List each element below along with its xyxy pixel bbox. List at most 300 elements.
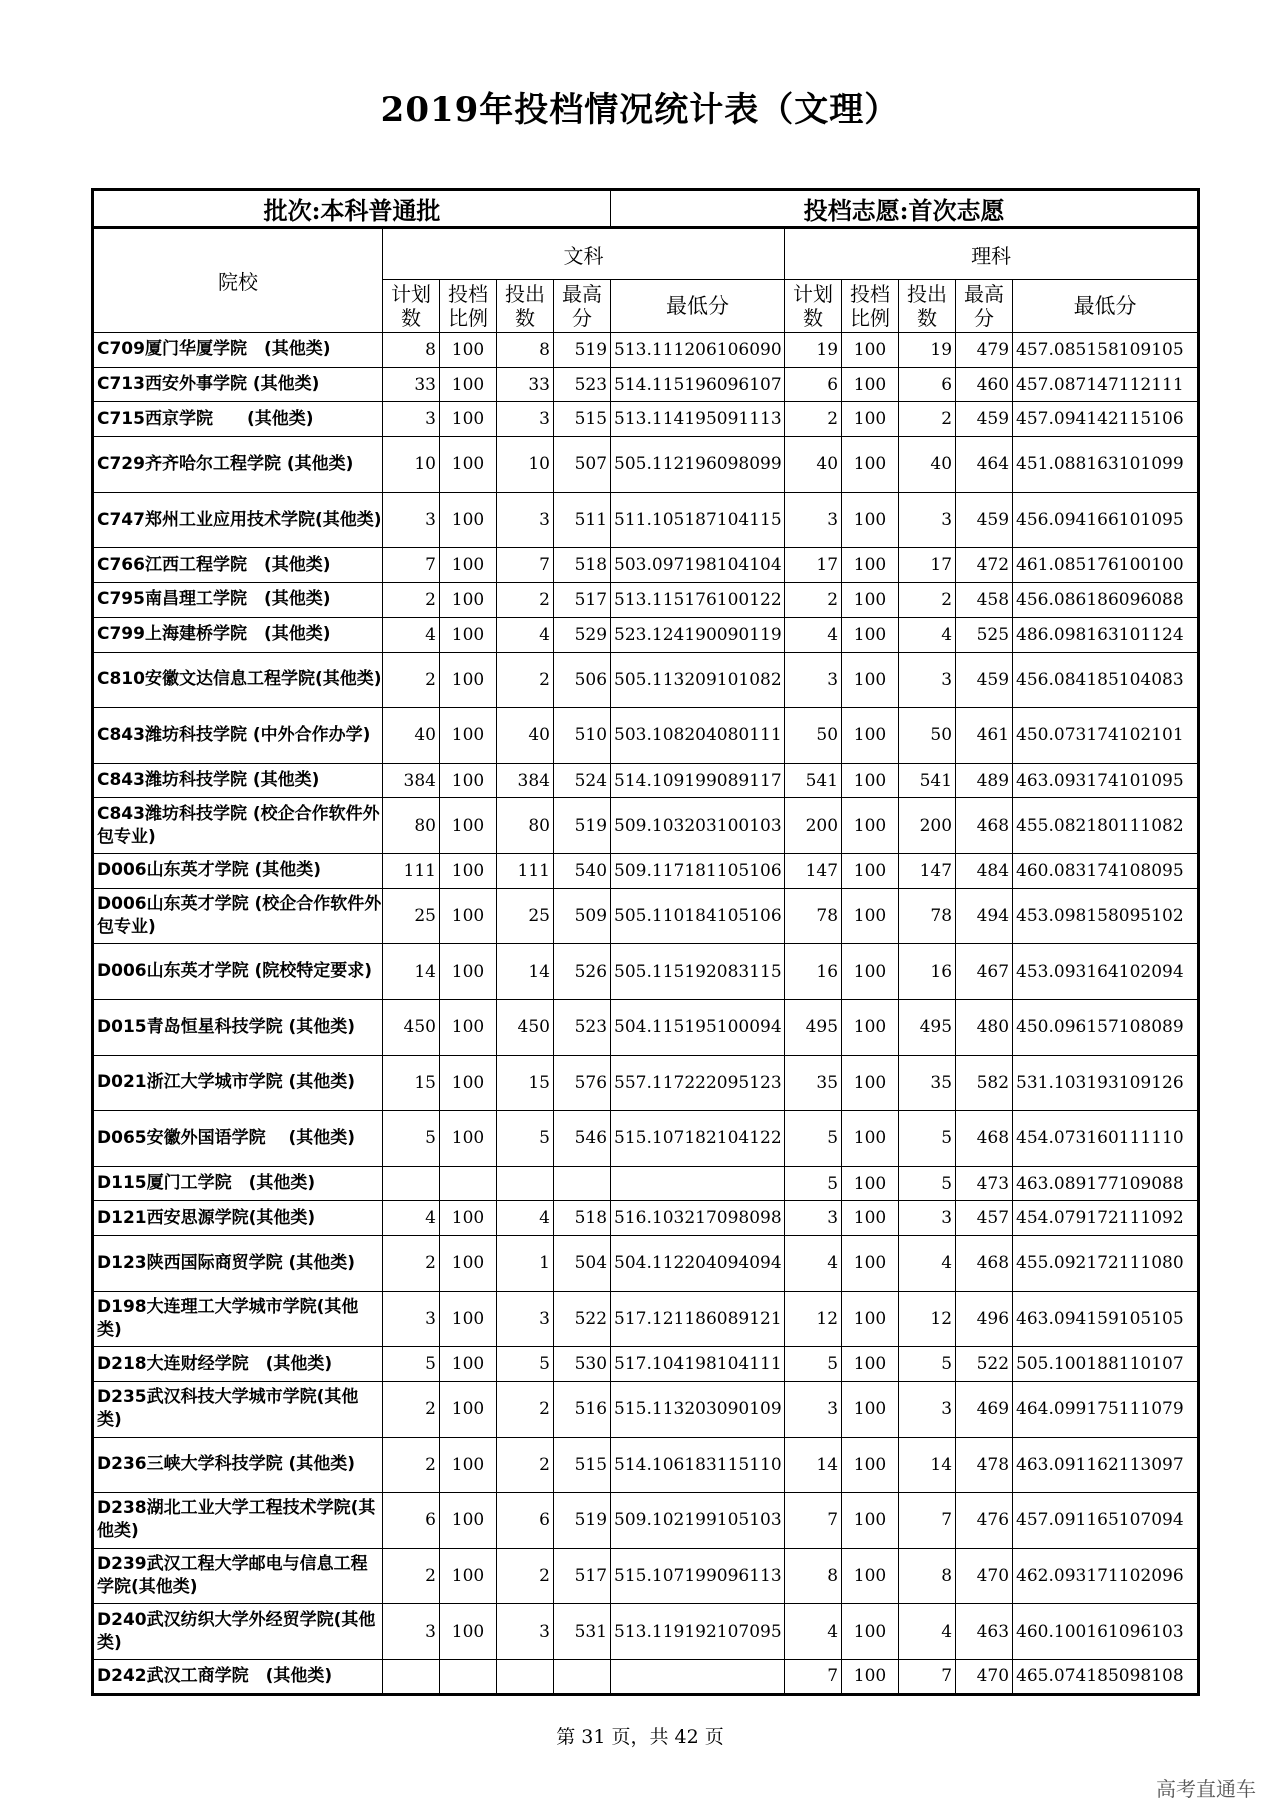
liberal-max-cell: 518: [554, 1201, 611, 1236]
science-ratio-cell: 100: [842, 763, 899, 798]
science-out-cell: 147: [899, 854, 956, 889]
science-plan-cell: 78: [785, 888, 842, 944]
out-header: 投出 数: [899, 280, 956, 333]
liberal-ratio-cell: 100: [440, 888, 497, 944]
plan-header: 计划 数: [383, 280, 440, 333]
science-min-score-cell: 457.085158109105: [1013, 333, 1199, 368]
liberal-out-cell: 2: [497, 652, 554, 708]
science-plan-cell: 16: [785, 944, 842, 1000]
school-name-cell: C709厦门华厦学院 (其他类): [93, 333, 383, 368]
school-name-cell: D238湖北工业大学工程技术学院(其他类): [93, 1493, 383, 1549]
science-min-score-cell: 464.099175111079: [1013, 1382, 1199, 1438]
table-row: [93, 617, 1199, 652]
science-max-cell: 459: [956, 492, 1013, 548]
science-plan-cell: 17: [785, 548, 842, 583]
table-row: [93, 492, 1199, 548]
table-row: [93, 798, 1199, 854]
liberal-out-cell: 111: [497, 854, 554, 889]
table-row: [93, 888, 1199, 944]
liberal-max-cell: 523: [554, 367, 611, 402]
school-name-cell: D198大连理工大学城市学院(其他类): [93, 1291, 383, 1347]
liberal-min-score-cell: 503.097198104104: [611, 548, 785, 583]
science-plan-cell: 40: [785, 437, 842, 493]
science-ratio-cell: 100: [842, 1548, 899, 1604]
science-plan-cell: 2: [785, 583, 842, 618]
liberal-out-cell: 25: [497, 888, 554, 944]
liberal-out-cell: 3: [497, 1604, 554, 1660]
liberal-plan-cell: 40: [383, 708, 440, 764]
school-name-cell: D121西安思源学院(其他类): [93, 1201, 383, 1236]
table-row: [93, 1347, 1199, 1382]
liberal-plan-cell: 3: [383, 1604, 440, 1660]
liberal-out-cell: 1: [497, 1236, 554, 1292]
liberal-min-score-cell: 516.103217098098: [611, 1201, 785, 1236]
table-row: [93, 854, 1199, 889]
science-out-cell: 5: [899, 1347, 956, 1382]
science-ratio-cell: 100: [842, 1201, 899, 1236]
liberal-plan-cell: 80: [383, 798, 440, 854]
school-name-cell: D123陕西国际商贸学院 (其他类): [93, 1236, 383, 1292]
liberal-arts-header: 文科: [383, 228, 785, 280]
table-row: [93, 652, 1199, 708]
school-name-cell: D021浙江大学城市学院 (其他类): [93, 1055, 383, 1111]
science-ratio-cell: 100: [842, 1659, 899, 1694]
science-plan-cell: 3: [785, 652, 842, 708]
liberal-max-cell: 517: [554, 583, 611, 618]
science-out-cell: 50: [899, 708, 956, 764]
table-row: [93, 1437, 1199, 1493]
liberal-min-score-cell: 505.110184105106: [611, 888, 785, 944]
out-header: 投出 数: [497, 280, 554, 333]
max-header: 最高 分: [956, 280, 1013, 333]
science-max-cell: 467: [956, 944, 1013, 1000]
school-header: 院校: [93, 228, 383, 333]
liberal-min-score-cell: 509.117181105106: [611, 854, 785, 889]
science-plan-cell: 5: [785, 1166, 842, 1201]
liberal-plan-cell: 7: [383, 548, 440, 583]
liberal-max-cell: 530: [554, 1347, 611, 1382]
science-min-score-cell: 453.098158095102: [1013, 888, 1199, 944]
liberal-ratio-cell: 100: [440, 492, 497, 548]
liberal-ratio-cell: 100: [440, 1055, 497, 1111]
school-name-cell: D235武汉科技大学城市学院(其他类): [93, 1382, 383, 1438]
science-out-cell: 7: [899, 1659, 956, 1694]
liberal-ratio-cell: 100: [440, 1236, 497, 1292]
science-max-cell: 582: [956, 1055, 1013, 1111]
table-row: [93, 1291, 1199, 1347]
science-ratio-cell: 100: [842, 652, 899, 708]
science-min-score-cell: 455.092172111080: [1013, 1236, 1199, 1292]
school-name-cell: C713西安外事学院 (其他类): [93, 367, 383, 402]
science-out-cell: 16: [899, 944, 956, 1000]
liberal-max-cell: 511: [554, 492, 611, 548]
science-ratio-cell: 100: [842, 1382, 899, 1438]
liberal-max-cell: [554, 1659, 611, 1694]
liberal-plan-cell: [383, 1166, 440, 1201]
science-ratio-cell: 100: [842, 333, 899, 368]
liberal-plan-cell: 2: [383, 583, 440, 618]
science-plan-cell: 147: [785, 854, 842, 889]
science-max-cell: 472: [956, 548, 1013, 583]
school-name-cell: D239武汉工程大学邮电与信息工程学院(其他类): [93, 1548, 383, 1604]
science-min-score-cell: 450.096157108089: [1013, 999, 1199, 1055]
liberal-plan-cell: 14: [383, 944, 440, 1000]
liberal-plan-cell: 384: [383, 763, 440, 798]
science-max-cell: 496: [956, 1291, 1013, 1347]
liberal-plan-cell: 33: [383, 367, 440, 402]
science-max-cell: 473: [956, 1166, 1013, 1201]
liberal-ratio-cell: 100: [440, 944, 497, 1000]
liberal-min-score-cell: 511.105187104115: [611, 492, 785, 548]
science-header: 理科: [785, 228, 1199, 280]
science-ratio-cell: 100: [842, 1236, 899, 1292]
table-row: [93, 1236, 1199, 1292]
science-max-cell: 479: [956, 333, 1013, 368]
science-min-score-cell: 450.073174102101: [1013, 708, 1199, 764]
science-plan-cell: 200: [785, 798, 842, 854]
science-min-score-cell: 463.091162113097: [1013, 1437, 1199, 1493]
science-out-cell: 17: [899, 548, 956, 583]
min-header: 最低分: [1013, 280, 1199, 333]
science-ratio-cell: 100: [842, 492, 899, 548]
school-name-cell: D015青岛恒星科技学院 (其他类): [93, 999, 383, 1055]
science-plan-cell: 495: [785, 999, 842, 1055]
science-ratio-cell: 100: [842, 999, 899, 1055]
science-min-score-cell: 453.093164102094: [1013, 944, 1199, 1000]
science-min-score-cell: 454.073160111110: [1013, 1111, 1199, 1167]
science-out-cell: 3: [899, 492, 956, 548]
liberal-out-cell: 5: [497, 1111, 554, 1167]
page-title: 2019年投档情况统计表（文理）: [380, 90, 900, 130]
science-ratio-cell: 100: [842, 1111, 899, 1167]
school-name-cell: C715西京学院 (其他类): [93, 402, 383, 437]
liberal-plan-cell: 4: [383, 617, 440, 652]
science-min-score-cell: 463.094159105105: [1013, 1291, 1199, 1347]
liberal-plan-cell: 2: [383, 652, 440, 708]
science-out-cell: 78: [899, 888, 956, 944]
science-plan-cell: 6: [785, 367, 842, 402]
science-ratio-cell: 100: [842, 1166, 899, 1201]
school-name-cell: D242武汉工商学院 (其他类): [93, 1659, 383, 1694]
admission-table: [91, 188, 1200, 1696]
science-min-score-cell: 465.074185098108: [1013, 1659, 1199, 1694]
liberal-out-cell: 2: [497, 1437, 554, 1493]
science-max-cell: 484: [956, 854, 1013, 889]
liberal-min-score-cell: 505.112196098099: [611, 437, 785, 493]
science-plan-cell: 541: [785, 763, 842, 798]
liberal-min-score-cell: [611, 1166, 785, 1201]
school-name-cell: C729齐齐哈尔工程学院 (其他类): [93, 437, 383, 493]
liberal-ratio-cell: 100: [440, 583, 497, 618]
science-max-cell: 522: [956, 1347, 1013, 1382]
liberal-plan-cell: 2: [383, 1382, 440, 1438]
school-name-cell: D006山东英才学院 (其他类): [93, 854, 383, 889]
liberal-ratio-cell: 100: [440, 999, 497, 1055]
liberal-ratio-cell: 100: [440, 617, 497, 652]
liberal-min-score-cell: 515.107182104122: [611, 1111, 785, 1167]
liberal-plan-cell: 5: [383, 1111, 440, 1167]
science-out-cell: 200: [899, 798, 956, 854]
liberal-min-score-cell: 517.121186089121: [611, 1291, 785, 1347]
liberal-max-cell: 507: [554, 437, 611, 493]
liberal-out-cell: 40: [497, 708, 554, 764]
volunteer-label: 投档志愿:首次志愿: [611, 190, 1199, 228]
school-name-cell: C766江西工程学院 (其他类): [93, 548, 383, 583]
science-plan-cell: 7: [785, 1493, 842, 1549]
liberal-min-score-cell: 513.111206106090: [611, 333, 785, 368]
liberal-plan-cell: 6: [383, 1493, 440, 1549]
science-min-score-cell: 451.088163101099: [1013, 437, 1199, 493]
table-row: [93, 944, 1199, 1000]
table-row: [93, 437, 1199, 493]
ratio-header: 投档 比例: [440, 280, 497, 333]
liberal-ratio-cell: 100: [440, 437, 497, 493]
liberal-out-cell: 3: [497, 492, 554, 548]
liberal-min-score-cell: 513.114195091113: [611, 402, 785, 437]
science-min-score-cell: 460.083174108095: [1013, 854, 1199, 889]
liberal-plan-cell: 111: [383, 854, 440, 889]
science-out-cell: 40: [899, 437, 956, 493]
liberal-max-cell: 519: [554, 333, 611, 368]
science-min-score-cell: 531.103193109126: [1013, 1055, 1199, 1111]
liberal-max-cell: 504: [554, 1236, 611, 1292]
liberal-max-cell: 523: [554, 999, 611, 1055]
table-row: [93, 402, 1199, 437]
liberal-min-score-cell: 514.115196096107: [611, 367, 785, 402]
watermark: 高考直通车: [1156, 1777, 1256, 1801]
liberal-min-score-cell: 523.124190090119: [611, 617, 785, 652]
liberal-ratio-cell: 100: [440, 1347, 497, 1382]
liberal-plan-cell: 4: [383, 1201, 440, 1236]
school-name-cell: D218大连财经学院 (其他类): [93, 1347, 383, 1382]
max-header: 最高 分: [554, 280, 611, 333]
science-ratio-cell: 100: [842, 1055, 899, 1111]
liberal-plan-cell: 15: [383, 1055, 440, 1111]
school-name-cell: D236三峡大学科技学院 (其他类): [93, 1437, 383, 1493]
table-row: [93, 583, 1199, 618]
plan-header: 计划 数: [785, 280, 842, 333]
liberal-max-cell: 506: [554, 652, 611, 708]
liberal-out-cell: 14: [497, 944, 554, 1000]
liberal-max-cell: 517: [554, 1548, 611, 1604]
liberal-min-score-cell: 515.107199096113: [611, 1548, 785, 1604]
liberal-out-cell: 450: [497, 999, 554, 1055]
science-max-cell: 478: [956, 1437, 1013, 1493]
science-plan-cell: 4: [785, 1604, 842, 1660]
school-name-cell: D240武汉纺织大学外经贸学院(其他类): [93, 1604, 383, 1660]
table-row: [93, 1548, 1199, 1604]
science-ratio-cell: 100: [842, 1493, 899, 1549]
liberal-min-score-cell: 503.108204080111: [611, 708, 785, 764]
science-plan-cell: 19: [785, 333, 842, 368]
liberal-min-score-cell: 557.117222095123: [611, 1055, 785, 1111]
science-out-cell: 7: [899, 1493, 956, 1549]
science-min-score-cell: 463.089177109088: [1013, 1166, 1199, 1201]
science-out-cell: 541: [899, 763, 956, 798]
liberal-out-cell: 80: [497, 798, 554, 854]
science-max-cell: 476: [956, 1493, 1013, 1549]
table-row: [93, 333, 1199, 368]
liberal-ratio-cell: 100: [440, 798, 497, 854]
liberal-out-cell: 5: [497, 1347, 554, 1382]
science-max-cell: 469: [956, 1382, 1013, 1438]
table-row: [93, 1166, 1199, 1201]
science-max-cell: 457: [956, 1201, 1013, 1236]
science-plan-cell: 4: [785, 1236, 842, 1292]
liberal-min-score-cell: 504.115195100094: [611, 999, 785, 1055]
science-ratio-cell: 100: [842, 367, 899, 402]
school-name-cell: C795南昌理工学院 (其他类): [93, 583, 383, 618]
table-row: [93, 1055, 1199, 1111]
liberal-out-cell: 384: [497, 763, 554, 798]
liberal-out-cell: 2: [497, 1382, 554, 1438]
liberal-ratio-cell: 100: [440, 548, 497, 583]
liberal-out-cell: 8: [497, 333, 554, 368]
science-out-cell: 12: [899, 1291, 956, 1347]
school-name-cell: C843潍坊科技学院 (校企合作软件外包专业): [93, 798, 383, 854]
liberal-max-cell: 509: [554, 888, 611, 944]
science-ratio-cell: 100: [842, 944, 899, 1000]
science-ratio-cell: 100: [842, 854, 899, 889]
science-min-score-cell: 457.091165107094: [1013, 1493, 1199, 1549]
science-min-score-cell: 457.094142115106: [1013, 402, 1199, 437]
science-max-cell: 470: [956, 1548, 1013, 1604]
science-min-score-cell: 457.087147112111: [1013, 367, 1199, 402]
liberal-out-cell: 15: [497, 1055, 554, 1111]
school-name-cell: C843潍坊科技学院 (中外合作办学): [93, 708, 383, 764]
liberal-plan-cell: 25: [383, 888, 440, 944]
liberal-min-score-cell: 505.115192083115: [611, 944, 785, 1000]
liberal-min-score-cell: 505.113209101082: [611, 652, 785, 708]
liberal-plan-cell: 3: [383, 402, 440, 437]
liberal-ratio-cell: [440, 1659, 497, 1694]
science-plan-cell: 50: [785, 708, 842, 764]
liberal-plan-cell: 450: [383, 999, 440, 1055]
science-min-score-cell: 505.100188110107: [1013, 1347, 1199, 1382]
liberal-out-cell: 3: [497, 1291, 554, 1347]
table-row: [93, 763, 1199, 798]
science-out-cell: 2: [899, 402, 956, 437]
liberal-max-cell: [554, 1166, 611, 1201]
science-max-cell: 458: [956, 583, 1013, 618]
liberal-ratio-cell: 100: [440, 1604, 497, 1660]
science-min-score-cell: 460.100161096103: [1013, 1604, 1199, 1660]
science-max-cell: 460: [956, 367, 1013, 402]
liberal-max-cell: 515: [554, 1437, 611, 1493]
liberal-max-cell: 518: [554, 548, 611, 583]
science-min-score-cell: 456.084185104083: [1013, 652, 1199, 708]
table-row: [93, 1493, 1199, 1549]
science-out-cell: 2: [899, 583, 956, 618]
science-out-cell: 3: [899, 1201, 956, 1236]
liberal-ratio-cell: 100: [440, 1111, 497, 1167]
table-row: [93, 1382, 1199, 1438]
science-ratio-cell: 100: [842, 548, 899, 583]
science-max-cell: 468: [956, 1236, 1013, 1292]
liberal-max-cell: 510: [554, 708, 611, 764]
liberal-ratio-cell: 100: [440, 652, 497, 708]
table-row: [93, 999, 1199, 1055]
liberal-max-cell: 519: [554, 1493, 611, 1549]
table-row: [93, 367, 1199, 402]
science-max-cell: 464: [956, 437, 1013, 493]
ratio-header: 投档 比例: [842, 280, 899, 333]
science-plan-cell: 12: [785, 1291, 842, 1347]
science-max-cell: 461: [956, 708, 1013, 764]
science-min-score-cell: 462.093171102096: [1013, 1548, 1199, 1604]
table-row: [93, 1111, 1199, 1167]
school-name-cell: C799上海建桥学院 (其他类): [93, 617, 383, 652]
science-out-cell: 3: [899, 1382, 956, 1438]
liberal-ratio-cell: 100: [440, 1382, 497, 1438]
liberal-ratio-cell: 100: [440, 763, 497, 798]
science-ratio-cell: 100: [842, 1291, 899, 1347]
liberal-max-cell: 516: [554, 1382, 611, 1438]
liberal-ratio-cell: [440, 1166, 497, 1201]
science-plan-cell: 4: [785, 617, 842, 652]
science-out-cell: 5: [899, 1111, 956, 1167]
liberal-ratio-cell: 100: [440, 367, 497, 402]
school-name-cell: D006山东英才学院 (校企合作软件外包专业): [93, 888, 383, 944]
liberal-out-cell: [497, 1659, 554, 1694]
science-plan-cell: 3: [785, 1201, 842, 1236]
science-min-score-cell: 456.086186096088: [1013, 583, 1199, 618]
science-ratio-cell: 100: [842, 437, 899, 493]
science-out-cell: 8: [899, 1548, 956, 1604]
science-plan-cell: 8: [785, 1548, 842, 1604]
liberal-max-cell: 529: [554, 617, 611, 652]
liberal-min-score-cell: 513.115176100122: [611, 583, 785, 618]
liberal-min-score-cell: 513.119192107095: [611, 1604, 785, 1660]
liberal-plan-cell: 2: [383, 1236, 440, 1292]
liberal-min-score-cell: 514.106183115110: [611, 1437, 785, 1493]
liberal-out-cell: 2: [497, 583, 554, 618]
liberal-plan-cell: 3: [383, 492, 440, 548]
liberal-out-cell: 4: [497, 1201, 554, 1236]
school-name-cell: D115厦门工学院 (其他类): [93, 1166, 383, 1201]
min-header: 最低分: [611, 280, 785, 333]
school-name-cell: C810安徽文达信息工程学院(其他类): [93, 652, 383, 708]
science-ratio-cell: 100: [842, 402, 899, 437]
liberal-max-cell: 515: [554, 402, 611, 437]
science-max-cell: 468: [956, 798, 1013, 854]
science-max-cell: 468: [956, 1111, 1013, 1167]
liberal-ratio-cell: 100: [440, 854, 497, 889]
liberal-ratio-cell: 100: [440, 1291, 497, 1347]
liberal-out-cell: 7: [497, 548, 554, 583]
science-plan-cell: 3: [785, 1382, 842, 1438]
science-out-cell: 35: [899, 1055, 956, 1111]
science-max-cell: 470: [956, 1659, 1013, 1694]
liberal-ratio-cell: 100: [440, 1548, 497, 1604]
liberal-out-cell: 3: [497, 402, 554, 437]
science-out-cell: 495: [899, 999, 956, 1055]
science-plan-cell: 5: [785, 1111, 842, 1167]
science-ratio-cell: 100: [842, 708, 899, 764]
liberal-max-cell: 522: [554, 1291, 611, 1347]
science-out-cell: 14: [899, 1437, 956, 1493]
science-ratio-cell: 100: [842, 1347, 899, 1382]
liberal-min-score-cell: [611, 1659, 785, 1694]
science-plan-cell: 14: [785, 1437, 842, 1493]
table-row: [93, 1659, 1199, 1694]
liberal-min-score-cell: 509.102199105103: [611, 1493, 785, 1549]
liberal-max-cell: 519: [554, 798, 611, 854]
table-row: [93, 1604, 1199, 1660]
liberal-plan-cell: 2: [383, 1437, 440, 1493]
table-body: [93, 333, 1199, 1695]
science-out-cell: 19: [899, 333, 956, 368]
